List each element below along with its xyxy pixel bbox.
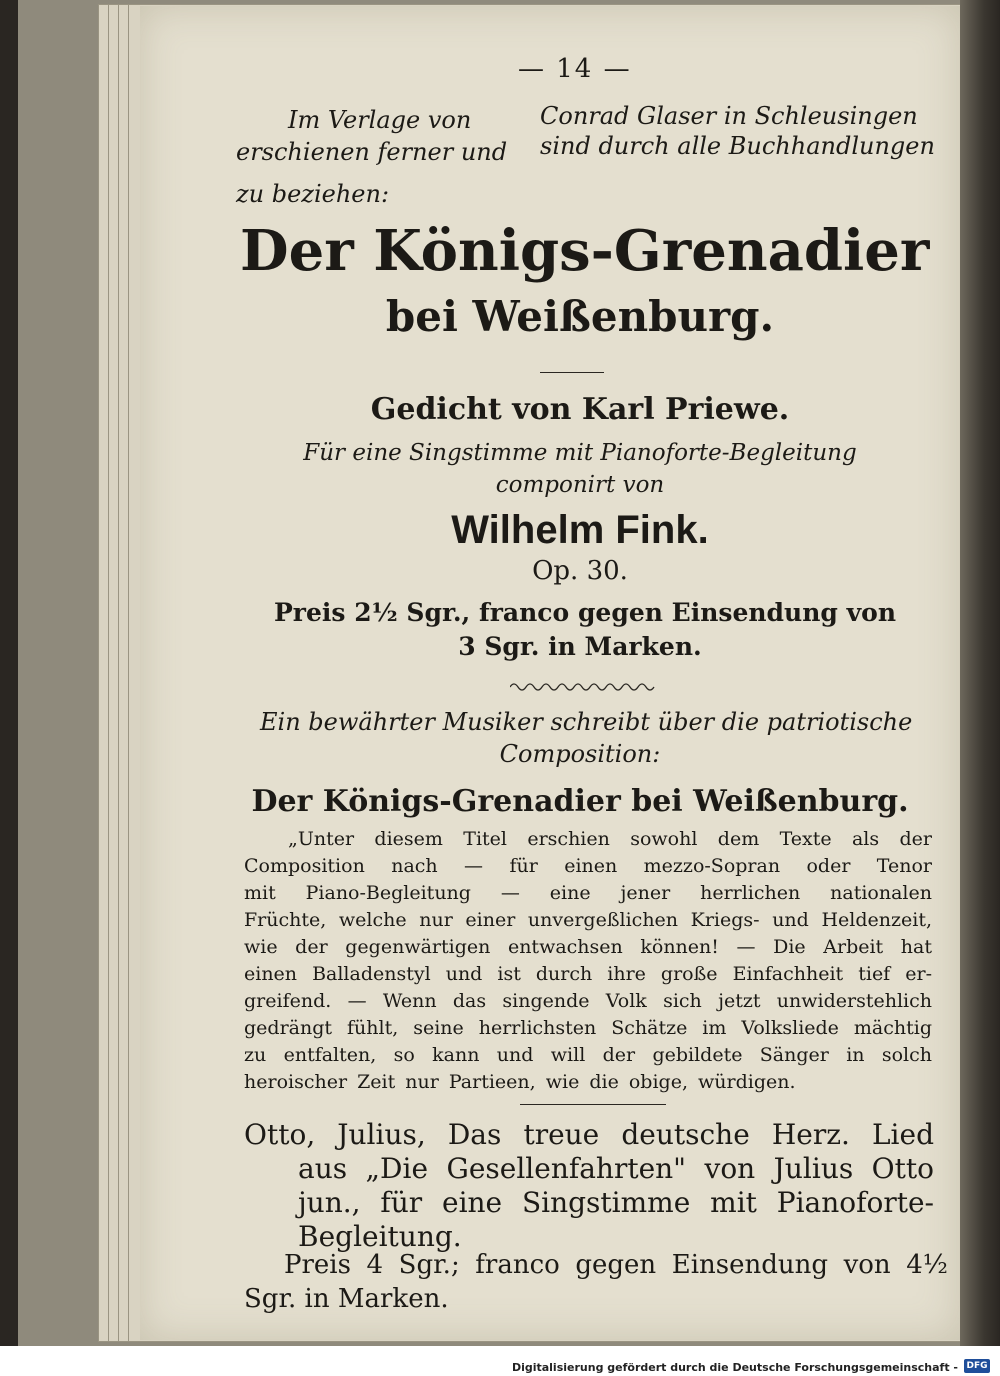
quote-line: gedrängt fühlt, seine herrlichsten Schätze im Volksliede mächtig [244,1017,932,1039]
otto-price-line2: Sgr. in Marken. [244,1284,449,1314]
intro-line1-right: Conrad Glaser in Schleusingen [540,102,918,130]
setting-line2: componirt von [495,472,665,498]
price-line2: 3 Sgr. in Marken. [458,632,702,661]
setting-line1: Für eine Singstimme mit Pianoforte-Begleitung [303,440,857,466]
quote-line: einen Balladenstyl und ist durch ihre große Einfachheit tief er- [244,963,932,985]
opus-number: Op. 30. [532,556,628,586]
otto-line: aus „Die Gesellenfahrten" von Julius Otto [298,1152,934,1185]
divider-line [520,1104,666,1105]
otto-line: Begleitung. [298,1220,462,1253]
quote-line: heroischer Zeit nur Partieen, wie die obige, würdigen. [244,1071,796,1093]
otto-line: jun., für eine Singstimme mit Pianoforte- [298,1186,934,1219]
price-line1: Preis 2½ Sgr., franco gegen Einsendung von [274,598,896,627]
dfg-logo: DFG [964,1359,990,1373]
divider-line [540,372,604,373]
quote-line: „Unter diesem Titel erschien sowohl dem Texte als der [288,828,932,850]
funding-credit: Digitalisierung gefördert durch die Deutsche Forschungsgemeinschaft - [511,1361,958,1374]
quote-line: wie der gegenwärtigen entwachsen können! — Die Arbeit hat [244,936,932,958]
poem-credit: Gedicht von Karl Priewe. [370,392,790,427]
review-intro-line1: Ein bewährter Musiker schreibt über die patriotische [260,708,913,736]
otto-price-line1: Preis 4 Sgr.; franco gegen Einsendung von 4½ [284,1250,948,1280]
intro-line1-left: Im Verlage von [288,106,472,134]
quote-line: zu entfalten, so kann und will der gebildete Sänger in solch [244,1044,932,1066]
quote-line: mit Piano-Begleitung — eine jener herrlichen nationalen [244,882,932,904]
intro-line2-left: erschienen ferner und [236,138,508,166]
quote-line: Früchte, welche nur einer unvergeßlichen Kriegs- und Heldenzeit, [244,909,932,931]
quote-line: Composition nach — für einen mezzo-Sopran oder Tenor [244,855,932,877]
review-intro-line2: Composition: [499,740,661,768]
title-line1: Der Königs-Grenadier [240,218,930,284]
review-title: Der Königs-Grenadier bei Weißenburg. [251,784,909,819]
title-line2: bei Weißenburg. [385,292,775,341]
quote-line: greifend. — Wenn das singende Volk sich jetzt unwiderstehlich [244,990,932,1012]
wavy-divider [510,680,658,694]
intro-line3: zu beziehen: [236,180,390,208]
composer-name: Wilhelm Fink. [451,508,709,552]
intro-line2-right: sind durch alle Buchhandlungen [540,132,935,160]
page-number: — 14 — [518,54,632,84]
otto-line: Otto, Julius, Das treue deutsche Herz. Lied [244,1118,934,1151]
